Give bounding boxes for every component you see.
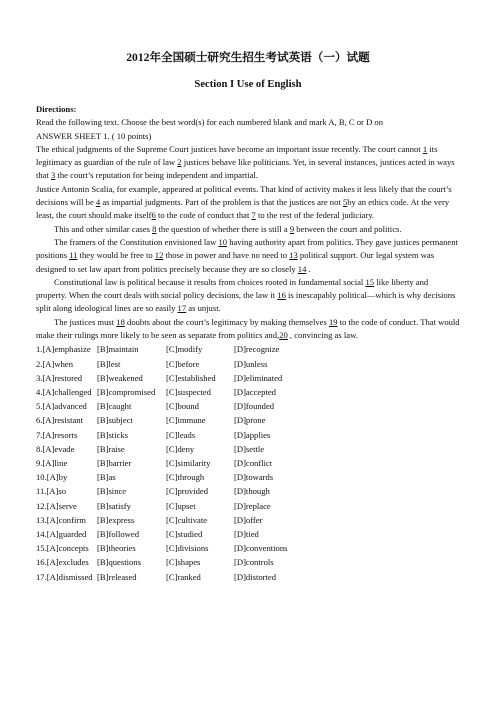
option-choice: [C]cultivate [166,514,208,525]
document-body [36,103,460,342]
option-choice: [D]conventions [234,543,288,554]
blank-number: 11 [69,250,78,261]
option-choice: 1.[A]emphasize [36,344,91,355]
blank-number: 19 [328,316,338,327]
directions-label: Directions: [36,104,77,114]
option-choice: [D]offer [234,514,263,525]
option-choice: [B]lest [97,358,121,369]
blank-number: 20 [279,330,288,341]
option-choice: [B]satisfy [97,500,131,511]
option-choice: [B]maintain [97,344,139,355]
passage-text: justices behave like politicians. Yet, in several instances, justices acted in ways that [36,157,455,181]
option-row [36,385,460,399]
option-row [36,357,460,371]
option-choice: [C]ranked [166,571,201,582]
option-choice: [B]barrier [97,457,132,468]
passage-text: is inescapably political—which is why decisions split along ideological lines are so easily [36,290,456,314]
option-row [36,413,460,427]
option-choice: [C]shapes [166,557,201,568]
option-choice: [B]since [97,486,127,497]
option-row [36,399,460,413]
option-choice: 16.[A]excludes [36,557,89,568]
blank-number: 2 [177,157,182,168]
option-choice: [D]accepted [234,386,276,397]
option-choice: [D]replace [234,500,271,511]
option-row [36,541,460,555]
option-choice: [B]weakened [97,372,143,383]
option-choice: [C]upset [166,500,196,511]
section-heading: Section I Use of English [194,79,302,90]
option-choice: [D]recognize [234,344,280,355]
option-choice: 3.[A]restored [36,372,83,383]
blank-number: 1 [422,143,428,154]
option-choice: 5.[A]advanced [36,401,87,412]
directions-line-2: ANSWER SHEET 1. ( 10 points) [36,130,152,141]
passage-text: the question of whether there is still a [156,223,290,234]
passage-paragraph [36,143,460,183]
blank-number: 9 [289,223,295,234]
option-row [36,499,460,513]
passage-paragraph [36,316,460,343]
option-choice: [C]modify [166,344,203,355]
passage-text: to the code of conduct that [155,210,252,221]
option-choice: 7.[A]resorts [36,429,78,440]
option-choice: [D]unless [234,358,268,369]
option-choice: 11.[A]so [36,486,66,497]
passage-paragraph [36,236,460,276]
option-choice: [B]released [97,571,137,582]
option-choice: 15.[A]concepts [36,543,89,554]
option-row [36,342,460,356]
directions-line-1: Read the following text. Choose the best word(s) for each numbered blank and mark A, B, C or D on [36,117,384,128]
passage-text: The ethical judgments of the Supreme Court justices have become an important issue recently. The court cannot [36,143,423,154]
blank-number: 13 [289,250,298,261]
passage-text: between the court and politics. [294,223,402,234]
option-choice: 13.[A]confirm [36,514,86,525]
option-choice: [C]suspected [166,386,211,397]
blank-number: 12 [154,250,164,261]
option-choice: 10.[A]by [36,472,68,483]
option-row [36,371,460,385]
option-choice: [B]as [97,472,116,483]
option-choice: [D]conflict [234,457,273,468]
passage-text: to the code of conduct. That would make their rulings more likely to be seen as separate from politics and, [36,316,460,341]
passage-text: doubts about the court’s legitimacy by making themselves [124,316,329,327]
blank-number: 15 [365,276,375,287]
passage-text: those in power and have no need to [163,250,290,261]
option-row [36,442,460,456]
blank-number: 14 [297,263,307,274]
option-choice: [C]deny [166,443,195,454]
option-choice: [C]established [166,372,216,383]
blank-number: 6 [151,210,156,221]
option-choice: [B]followed [97,528,140,539]
passage-text: its legitimacy as guardian of the rule of law [36,143,438,168]
option-row [36,570,460,584]
option-choice: [C]leads [166,429,196,440]
option-choice: [D]though [234,486,270,497]
cloze-passage [36,143,460,342]
passage-paragraph [36,183,460,223]
option-choice: [B]theories [97,543,136,554]
option-choice: [C]similarity [166,457,211,468]
option-choice: [C]provided [166,486,209,497]
option-row [36,527,460,541]
option-choice: [B]subject [97,415,133,426]
blank-number: 10 [218,236,228,247]
passage-text: the court’s reputation for being independent and impartial. [55,170,258,181]
option-row [36,513,460,527]
option-choice: [D]controls [234,557,274,568]
passage-text: The framers of the Constitution envisioned law [54,236,219,247]
page-title: 2012年全国硕士研究生招生考试英语（一）试题 [126,51,370,64]
option-row [36,484,460,498]
option-choice: [B]raise [97,443,125,454]
option-choice: [C]before [166,358,200,369]
passage-text: to the rest of the federal judiciary. [255,210,375,221]
option-row [36,456,460,470]
passage-text: as impartial judgments. Part of the problem is that the justices are not [100,197,343,208]
blank-number: 17 [177,303,187,314]
option-choice: [D]tied [234,528,259,539]
passage-text: Justice Antonin Scalia, for example, appeared at political events. That kind of activity makes it less likely that the court’s decisions will be [36,183,452,208]
option-choice: [C]bound [166,401,199,412]
option-choice: [B]questions [97,557,141,568]
option-choice: [C]through [166,472,205,483]
blank-number: 8 [152,223,157,234]
option-choice: 17.[A]dismissed [36,571,93,582]
option-choice: 14.[A]guarded [36,528,87,539]
blank-number: 7 [251,210,256,221]
option-choice: [B]caught [97,401,132,412]
option-choice: [C]studied [166,528,203,539]
option-choice: [D]prone [234,415,266,426]
answer-options [36,342,460,583]
passage-text: by an ethics code. At the very least, the court should make itself [36,197,450,221]
passage-text: Constitutional law is political because it results from choices rooted in fundamental social [54,276,366,287]
blank-number: 5 [342,197,348,208]
option-choice: 8.[A]evade [36,443,75,454]
option-row [36,470,460,484]
blank-number: 16 [277,290,286,301]
option-row [36,555,460,569]
passage-text: , convincing as law. [287,330,358,341]
option-choice: [D]distorted [234,571,277,582]
option-choice: 9.[A]line [36,457,68,468]
blank-number: 3 [51,170,56,181]
passage-text: This and other similar cases [54,223,153,234]
option-choice: [D]eliminated [234,372,283,383]
option-choice: 6.[A]resistant [36,415,84,426]
option-choice: 12.[A]serve [36,500,77,511]
option-choice: [D]towards [234,472,274,483]
passage-paragraph [36,223,460,236]
passage-paragraph [36,276,460,316]
passage-text: political support. Our legal system was designed to set law apart from politics precisely because they are so closely [36,250,435,274]
passage-text: they would be free to [77,250,155,261]
passage-text: as unjust. [186,303,221,314]
option-choice: [B]sticks [97,429,129,440]
option-choice: [C]immune [166,415,206,426]
blank-number: 4 [95,197,101,208]
option-choice: [B]express [97,514,135,525]
option-choice: [B]compromised [97,386,156,397]
passage-text: . [306,263,311,274]
option-choice: [D]settle [234,443,265,454]
passage-text: The justices must [54,316,117,327]
option-choice: 2.[A]when [36,358,73,369]
option-choice: 4.[A]challenged [36,386,92,397]
option-choice: [D]applies [234,429,271,440]
blank-number: 18 [116,316,125,327]
option-choice: [D]founded [234,401,275,412]
option-choice: [C]divisions [166,543,209,554]
passage-text: having authority apart from politics. They gave justices permanent positions [36,236,458,261]
option-row [36,428,460,442]
passage-text: like liberty and property. When the court deals with social policy decisions, the law it [36,276,429,301]
